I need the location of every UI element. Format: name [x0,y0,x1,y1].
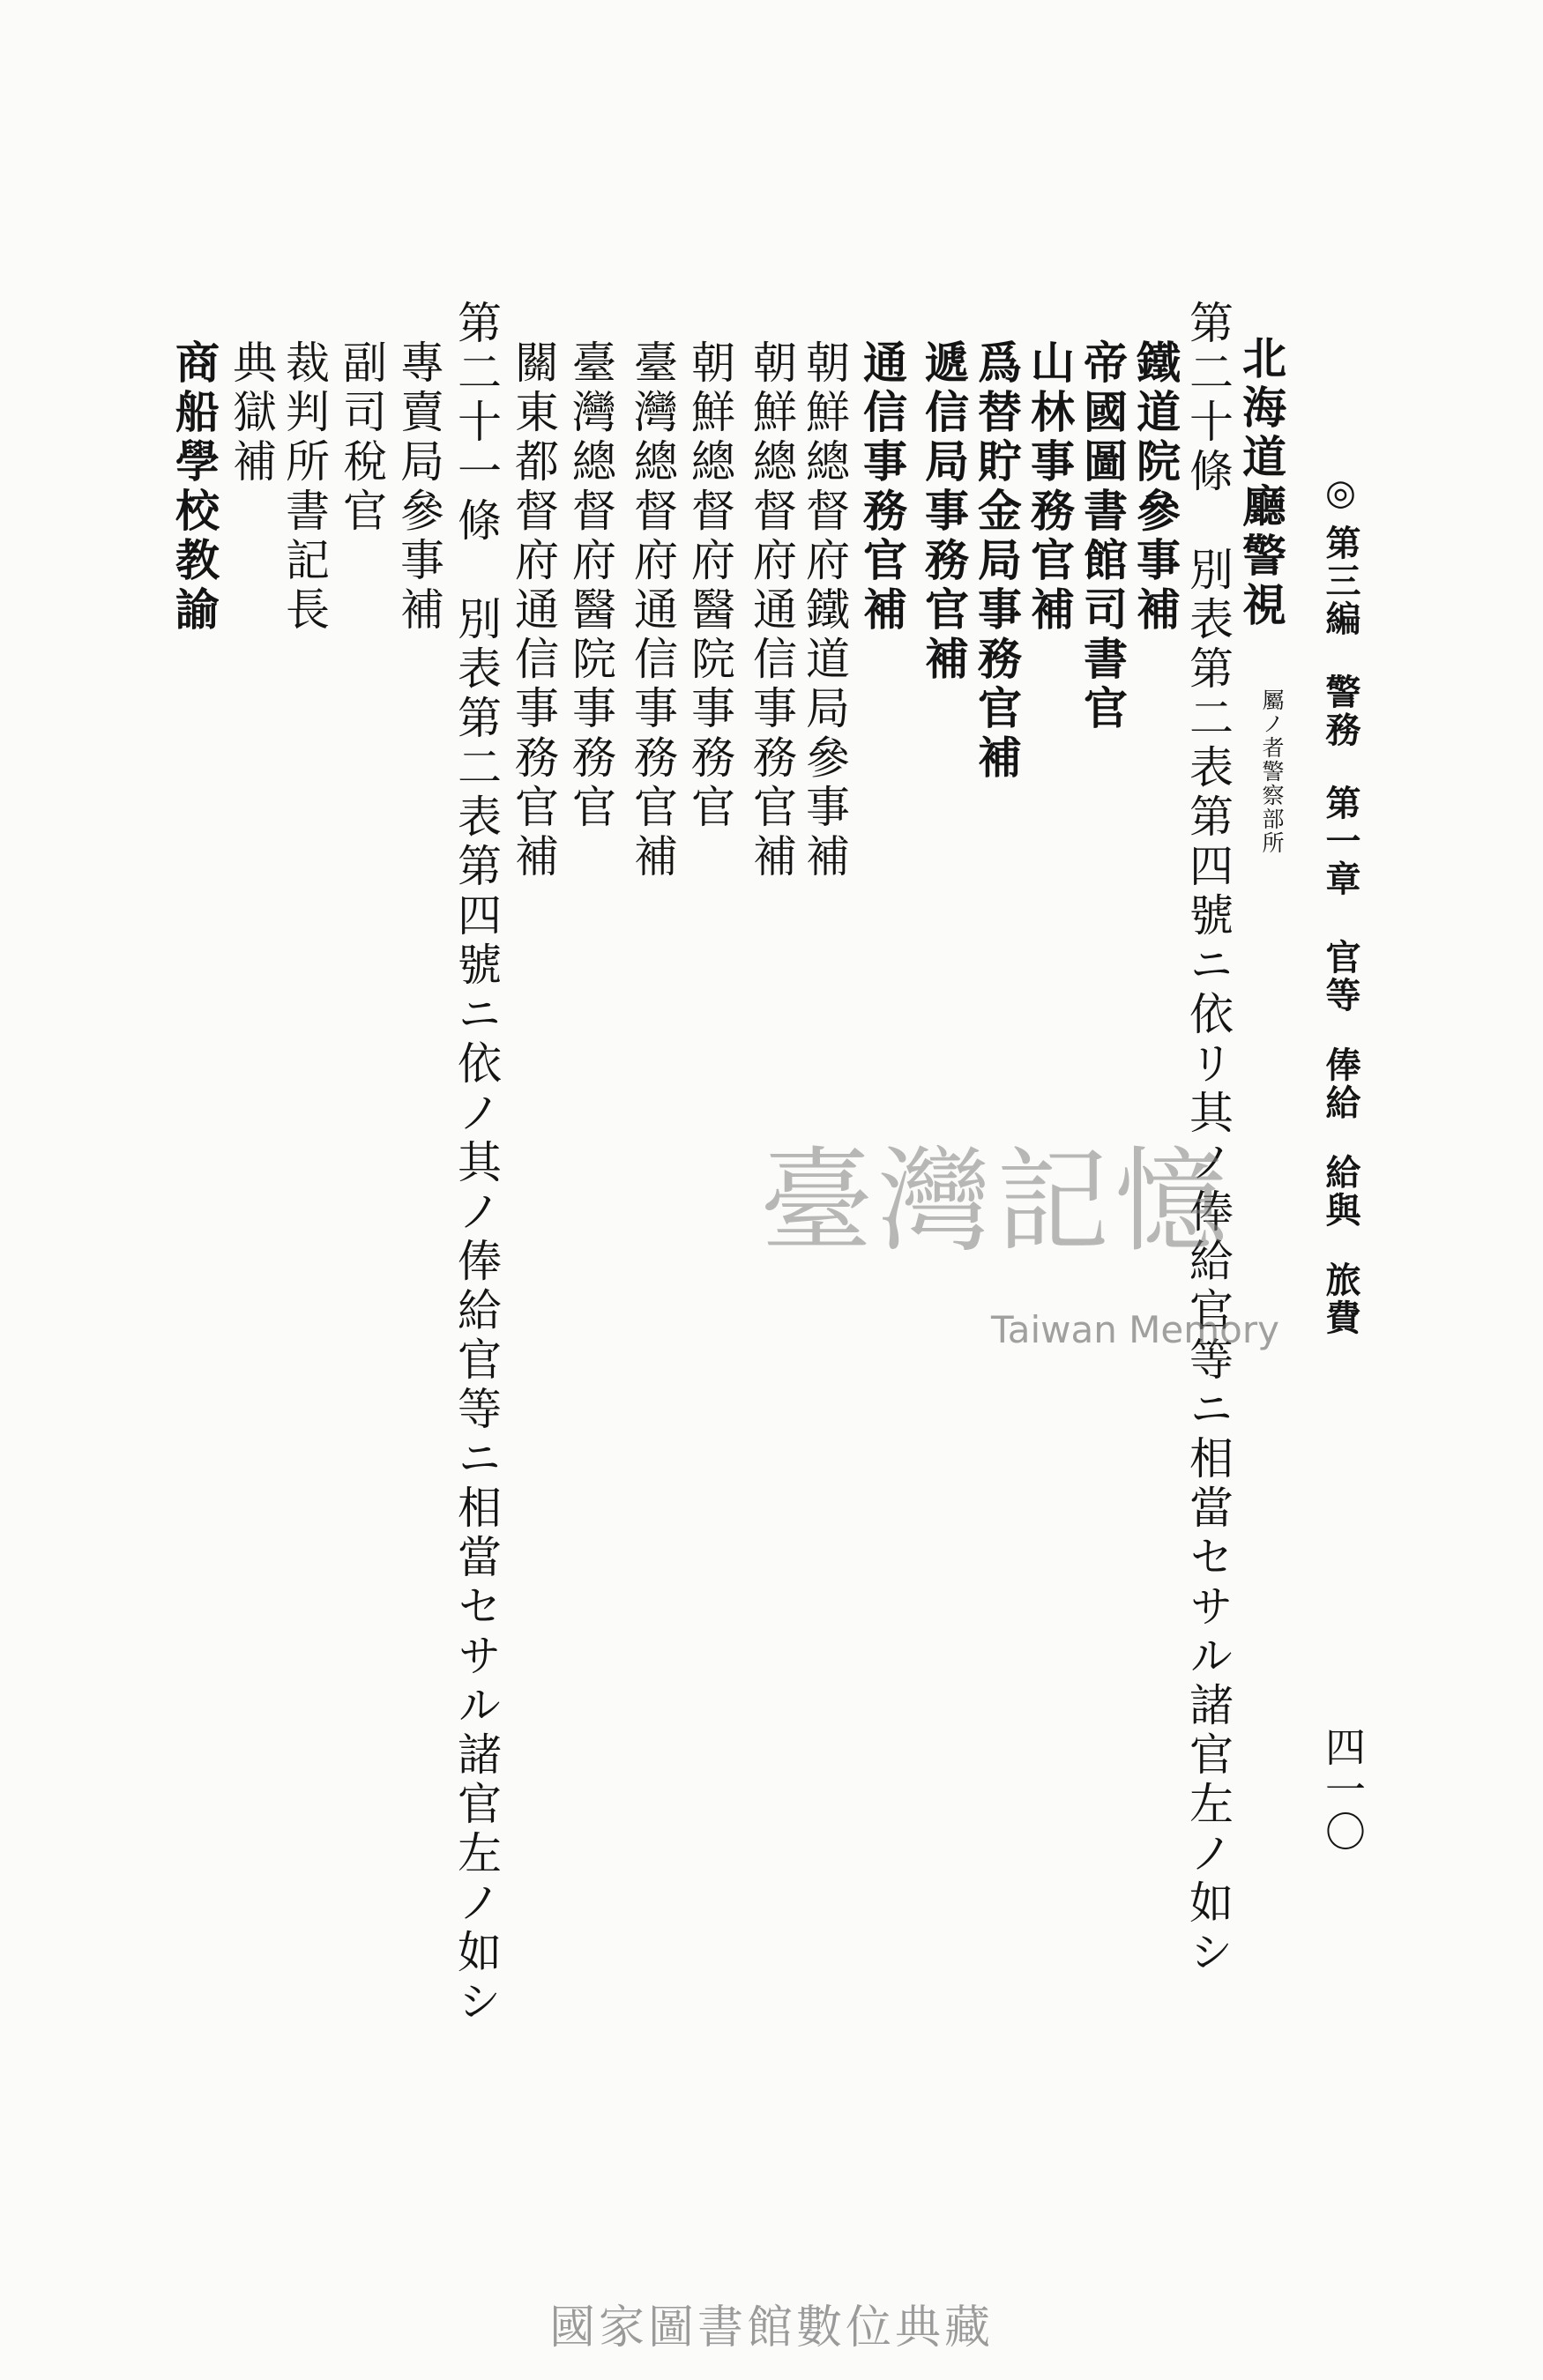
text-column: 臺灣總督府通信事務官補 [627,339,678,882]
header-chapter: 第一章 [1320,785,1361,898]
text-column: 北海道廳警視 警察部所 屬ノ者 [1235,335,1287,855]
header-topic: 俸給 [1320,1046,1361,1122]
text-column: 通信事務官補 [856,339,908,636]
text-column: 商船學校教諭 [168,339,220,636]
circle-mark-icon: ◎ [1320,472,1361,516]
taiwan-memory-watermark [760,1136,1279,1357]
watermark-cjk-text: 臺灣記憶 [760,1136,1234,1268]
inline-note [1261,688,1283,855]
header-topic: 給與 [1320,1154,1361,1230]
header-chapter-title: 警務 [1320,673,1361,749]
text-column: 帝國圖書館司書官 [1077,339,1129,734]
watermark-en-text: Taiwan Memory [991,1308,1279,1351]
text-column: 關東都督府通信事務官補 [508,339,559,882]
text-column: 遞信局事務官補 [918,339,970,685]
text-column: 朝鮮總督府通信事務官補 [746,339,797,882]
running-header [1320,472,1361,1337]
inline-note-line: 警察部所 [1259,760,1285,855]
page-number: 四一〇 [1319,1726,1367,1853]
article-20-heading: 第二十條 別表第二表第四號ニ依リ其ノ俸給官等ニ相當セサル諸官左ノ如シ [1182,300,1234,1978]
article-21-heading: 第二十一條 別表第二表第四號ニ依ノ其ノ俸給官等ニ相當セサル諸官左ノ如シ [451,300,502,2027]
text-column: 朝鮮總督府鐵道局參事補 [799,339,850,882]
text-column: 副司稅官 [336,339,387,537]
text-column: 山林事務官補 [1024,339,1076,636]
text-column: 專賣局參事補 [393,339,444,636]
text-column: 鐵道院參事補 [1129,339,1181,636]
text-column: 典獄補 [226,339,277,487]
inline-note-line: 屬ノ者 [1259,688,1285,760]
header-topic: 旅費 [1320,1261,1361,1337]
footer-watermark: 國家圖書館數位典藏 [548,2302,994,2354]
text-column: 臺灣總督府醫院事務官 [565,339,616,833]
text-column: 朝鮮總督府醫院事務官 [684,339,735,833]
header-topic: 官等 [1320,939,1361,1015]
header-part: 第三編 [1320,524,1361,638]
text-column: 裁判所書記長 [279,339,330,636]
text-column: 爲替貯金局事務官補 [971,339,1023,784]
